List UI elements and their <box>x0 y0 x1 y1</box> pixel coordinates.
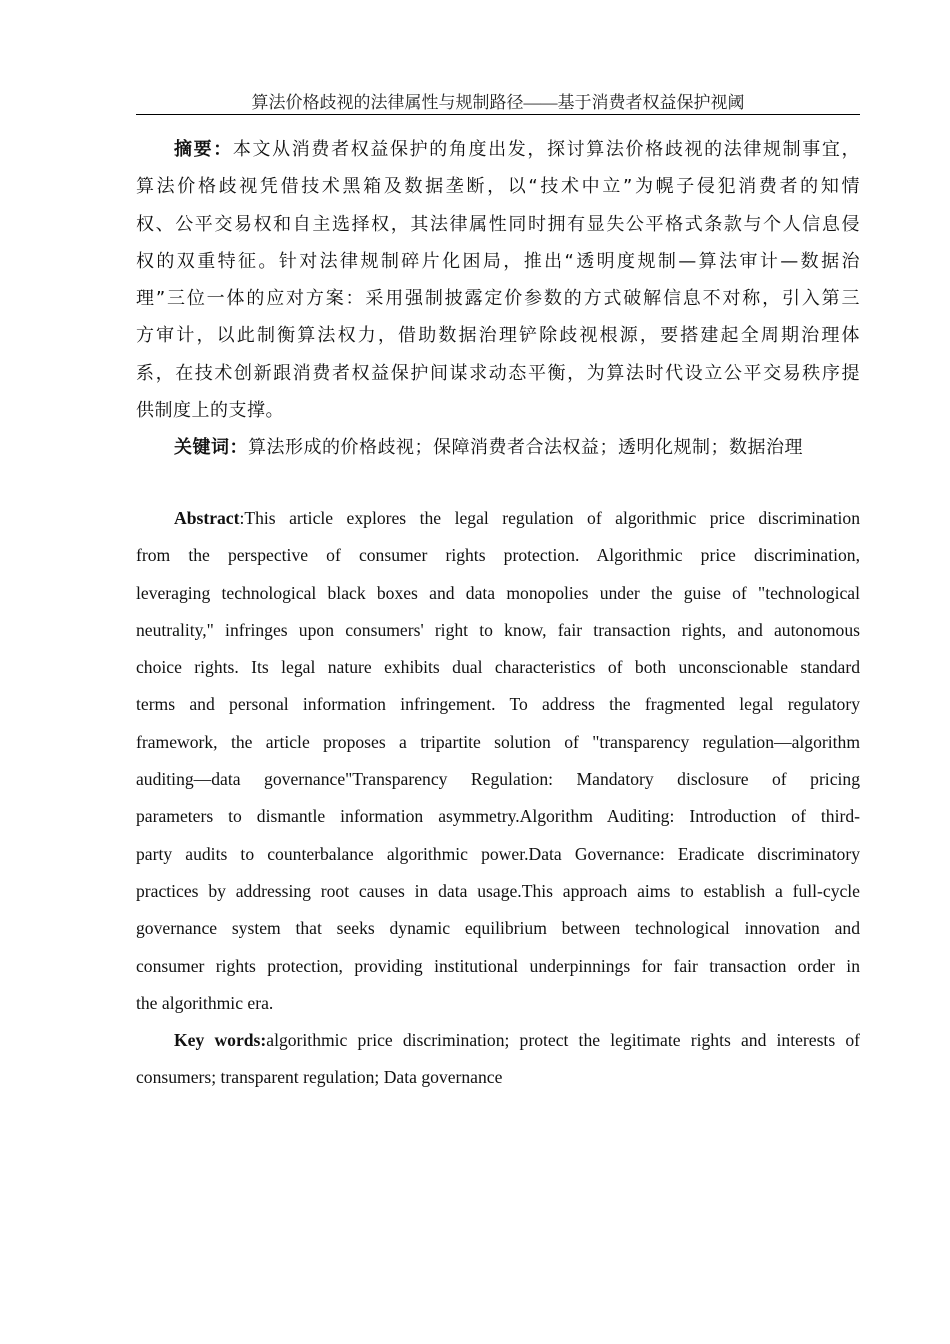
abstract-en-line: Abstract:This article explores the legal regulation of algorithmic price discrimination <box>174 508 860 528</box>
abstract-en-line: choice rights. Its legal nature exhibits dual characteristics of both unconscionable standard <box>136 657 860 678</box>
abstract-en-line: neutrality," infringes upon consumers' right to know, fair transaction rights, and autonomous <box>136 619 860 640</box>
abstract-en-line: parameters to dismantle information asymmetry.Algorithm Auditing: Introduction of third- <box>136 806 860 827</box>
abstract-zh-line: 摘要：本文从消费者权益保护的角度出发，探讨算法价格歧视的法律规制事宜， <box>174 139 861 160</box>
abstract-zh-line: 理”三位一体的应对方案：采用强制披露定价参数的方式破解信息不对称，引入第三 <box>136 288 860 310</box>
abstract-en-line: auditing—data governance"Transparency Regulation: Mandatory disclosure of pricing <box>136 769 860 790</box>
abstract-en-line: leveraging technological black boxes and data monopolies under the guise of "technological <box>136 582 860 603</box>
abstract-en-line: the algorithmic era. <box>136 992 274 1013</box>
keywords-en-line: Key words:algorithmic price discrimination; protect the legitimate rights and interests of <box>174 1030 860 1051</box>
abstract-en-line: from the perspective of consumer rights protection. Algorithmic price discrimination, <box>136 545 860 566</box>
abstract-zh-line: 权的双重特征。针对法律规制碎片化困局，推出“透明度规制—算法审计—数据治 <box>136 250 860 272</box>
keywords-zh: 关键词：算法形成的价格歧视；保障消费者合法权益；透明化规制；数据治理 <box>174 437 803 459</box>
abstract-zh-line: 供制度上的支撑。 <box>136 400 284 422</box>
abstract-zh-line: 系，在技术创新跟消费者权益保护间谋求动态平衡，为算法时代设立公平交易秩序提 <box>136 362 860 384</box>
keywords-zh-label: 关键词： <box>174 437 248 459</box>
abstract-zh-line: 方审计，以此制衡算法权力，借助数据治理铲除歧视根源，要搭建起全周期治理体 <box>136 325 860 347</box>
keywords-en-label: Key words: <box>174 1030 267 1051</box>
keywords-en-line: consumers; transparent regulation; Data governance <box>136 1067 503 1088</box>
abstract-en-line: terms and personal information infringement. To address the fragmented legal regulatory <box>136 694 860 715</box>
header-divider <box>136 114 860 115</box>
abstract-en-line: governance system that seeks dynamic equilibrium between technological innovation and <box>136 918 860 939</box>
abstract-zh-line: 算法价格歧视凭借技术黑箱及数据垄断，以“技术中立”为幌子侵犯消费者的知情 <box>136 176 860 198</box>
abstract-en-line: party audits to counterbalance algorithmic power.Data Governance: Eradicate discriminatory <box>136 843 860 864</box>
chinese-abstract <box>136 131 860 467</box>
running-header-title: 算法价格歧视的法律属性与规制路径——基于消费者权益保护视阈 <box>251 93 745 112</box>
abstract-en-line: framework, the article proposes a tripartite solution of "transparency regulation—algorithm <box>136 731 860 752</box>
abstract-zh-label: 摘要： <box>174 139 233 160</box>
abstract-en-label: Abstract <box>174 508 240 528</box>
abstract-en-line: practices by addressing root causes in data usage.This approach aims to establish a full-cycle <box>136 880 860 901</box>
abstract-en-line: consumer rights protection, providing institutional underpinnings for fair transaction order in <box>136 955 860 976</box>
abstract-zh-line: 权、公平交易权和自主选择权，其法律属性同时拥有显失公平格式条款与个人信息侵 <box>136 213 860 235</box>
english-abstract <box>136 500 860 1097</box>
